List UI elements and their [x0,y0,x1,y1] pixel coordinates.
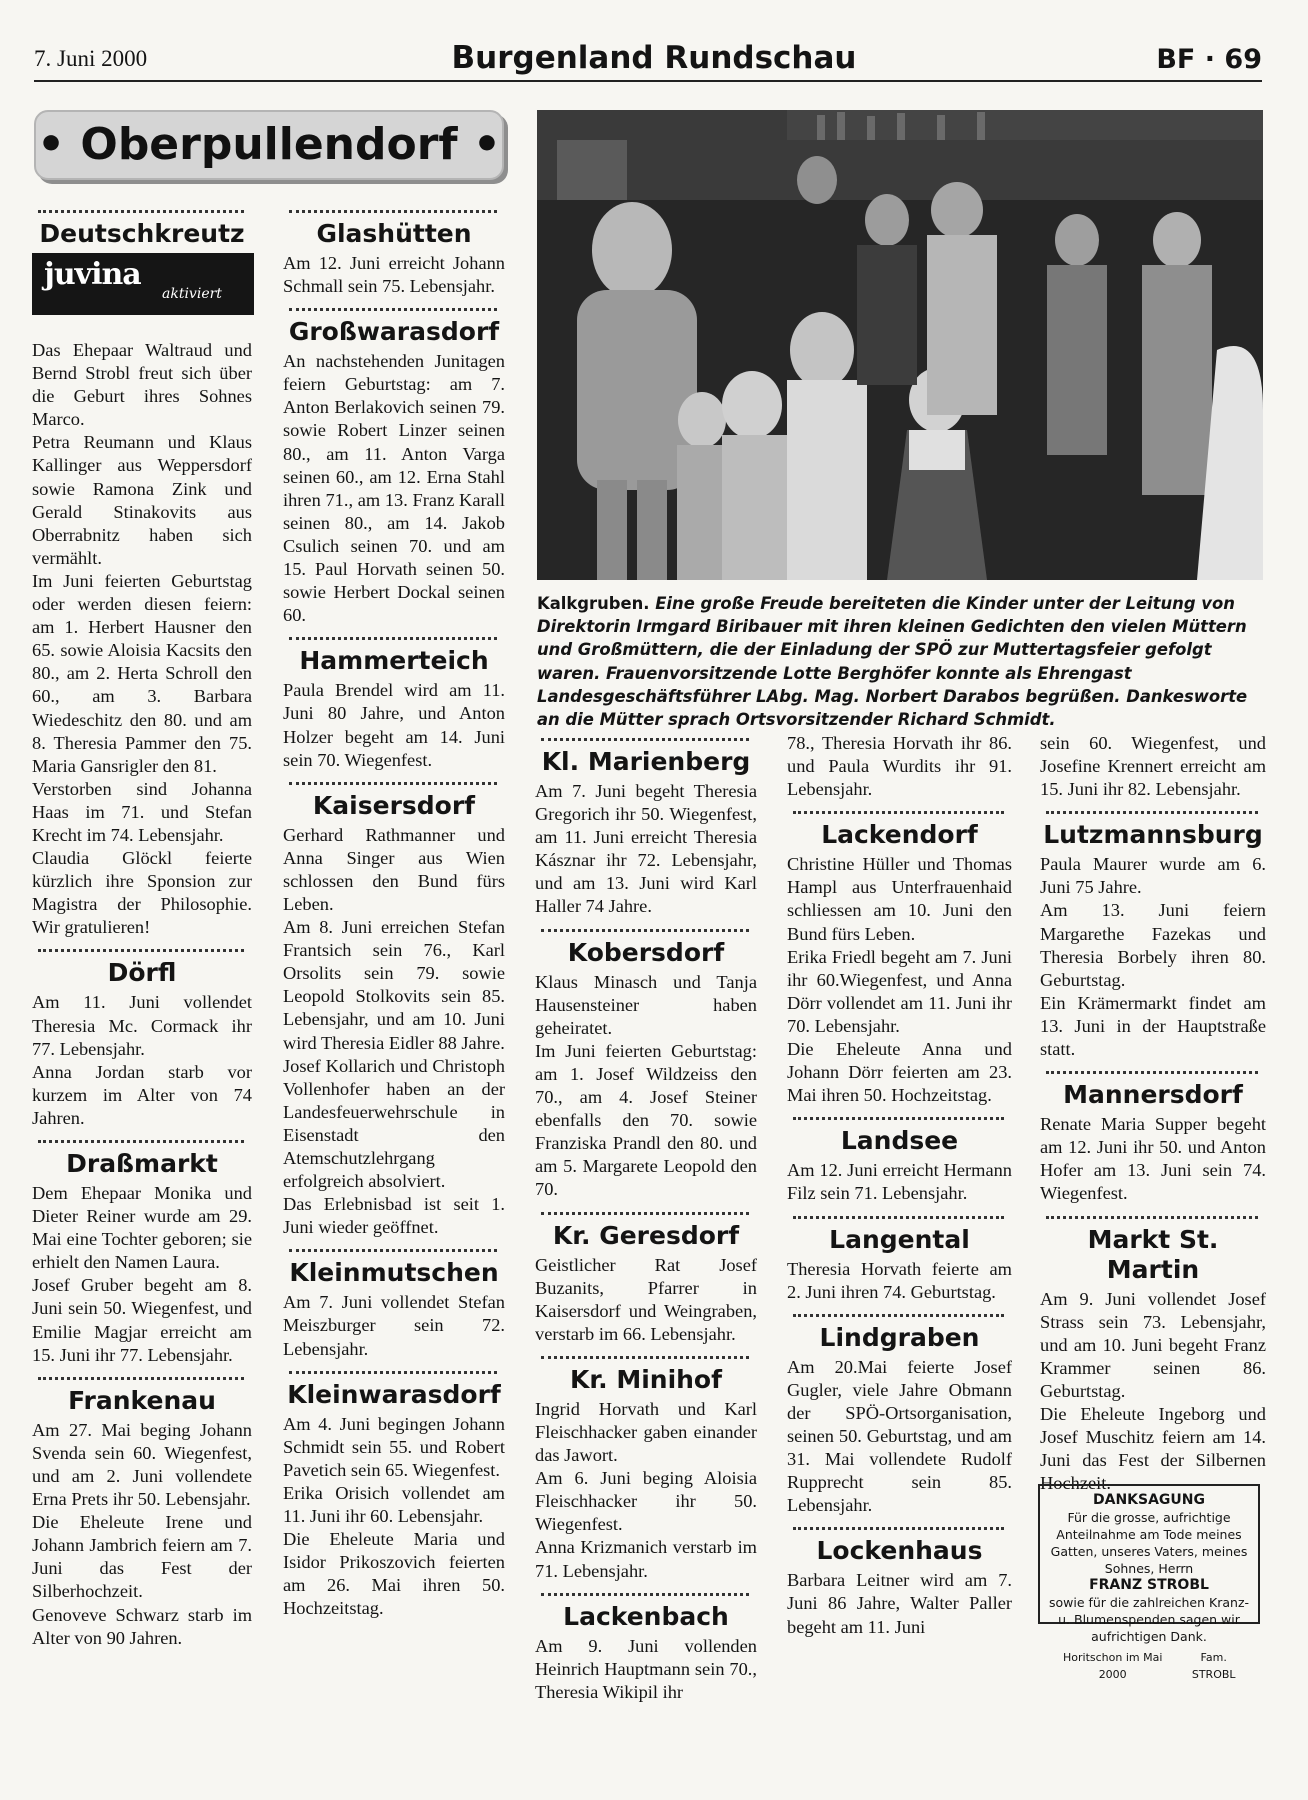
divider [541,1356,749,1359]
divider [793,1527,1004,1530]
paragraph: sein 60. Wiegenfest, und Josefine Krennert erreicht am 15. Juni ihr 82. Lebensjahr. [1040,733,1266,800]
paragraph: Am 4. Juni begingen Johann Schmidt sein 55. und Robert Pavetich sein 65. Wiegenfest. [283,1413,505,1480]
danksagung-title: DANKSAGUNG [1092,1492,1205,1508]
juvina-logo [32,253,252,319]
divider [793,1117,1004,1120]
paragraph: Gerhard Rathmanner und Anna Singer aus Wien schlossen den Bund fürs Leben. [283,824,505,914]
paragraph: Genoveve Schwarz starb im Alter von 90 Jahren. [32,1604,252,1648]
paragraph: Klaus Minasch und Tanja Hausensteiner haben geheiratet. [535,971,757,1038]
section-title: Landsee [840,1126,959,1156]
divider [541,929,749,932]
paragraph: Verstorben sind Johanna Haas im 71. und Stefan Krecht im 74. Lebensjahr. [32,778,252,845]
paragraph: Die Eheleute Irene und Johann Jambrich feiern am 7. Juni das Fest der Silberhochzeit. [32,1512,252,1602]
section-title: Kr. Geresdorf [552,1220,740,1250]
paragraph: Ingrid Horvath und Karl Fleischhacker gaben einander das Jawort. [535,1398,757,1466]
paragraph: Am 12. Juni erreicht Johann Schmall sein 75. Lebensjahr. [283,253,505,297]
photo-caption [537,592,1267,731]
paragraph: Anna Krizmanich verstarb im 71. Lebensjahr. [535,1537,757,1581]
column-2 [283,200,505,1621]
divider [793,1314,1004,1317]
divider [289,308,497,311]
children-photo-illustration [537,110,1263,580]
divider [38,949,244,952]
paragraph: Anna Jordan starb vor kurzem im Alter von 74 Jahren. [32,1061,252,1128]
divider [1046,1216,1258,1219]
divider [289,210,497,213]
header-rule [34,80,1262,82]
column-5 [1040,732,1266,1495]
paragraph: Am 8. Juni erreichen Stefan Frantsich sein 76., Karl Orsolits sein 79. sowie Leopold Stolkovits sein 85. Lebensjahr, und am 10. Juni wird Theresia Eidler 88 Jahre. [283,917,505,1053]
divider [289,782,497,785]
paragraph: Dem Ehepaar Monika und Dieter Reiner wurde am 29. Mai eine Tochter geboren; sie erhielt den Namen Laura. [32,1183,252,1273]
section-title: Lackendorf [821,820,978,850]
paragraph: Im Juni feierten Geburtstag: am 1. Josef Wildzeiss den 70., am 4. Josef Steiner ebenfalls den 70. sowie Franziska Prandl den 80. und am 5. Margarete Leopold den 70. [535,1040,757,1200]
divider [793,811,1004,814]
section-title: Draßmarkt [66,1149,218,1178]
section-title: Kl. Marienberg [541,747,751,776]
divider [289,1371,497,1374]
paragraph: Theresia Horvath feierte am 2. Juni ihren 74. Geburtstag. [787,1258,1012,1302]
section-title: Markt St. Martin [1087,1224,1219,1284]
divider [38,1377,244,1380]
danksagung-name: FRANZ STROBL [1089,1577,1209,1593]
paragraph: Am 6. Juni beging Aloisia Fleischhacker ihr 50. Wiegenfest. [535,1468,757,1535]
paragraph: Erika Orisich vollendet am 11. Juni ihr 60. Lebensjahr. [283,1482,505,1527]
column-3 [535,728,757,1704]
column-1 [32,200,252,1650]
group-photo [537,110,1263,580]
divider [541,738,749,741]
divider [541,1593,749,1596]
newspaper-title: Burgenland Rundschau [451,40,857,76]
paragraph: Die Eheleute Anna und Johann Dörr feierten am 23. Mai ihren 50. Hochzeitstag. [787,1039,1012,1106]
paragraph: Claudia Glöckl feierte kürzlich ihre Sponsion zur Magistra der Philosophie. Wir gratulieren! [32,848,252,938]
section-title: Lindgraben [819,1322,980,1352]
juvina-logo-text: juvina [44,257,141,292]
divider [289,637,497,640]
paragraph: Petra Reumann und Klaus Kallinger aus Weppersdorf sowie Ramona Zink und Gerald Stinakovits aus Oberrabnitz haben sich vermählt. [32,432,252,568]
section-title: Großwarasdorf [288,317,500,347]
divider [1046,1071,1258,1074]
paragraph: Erika Friedl begeht am 7. Juni ihr 60.Wiegenfest, und Anna Dörr vollendet am 11. Juni ihr 70. Lebensjahr. [787,946,1012,1036]
issue-date: 7. Juni 2000 [34,46,148,71]
paragraph: Geistlicher Rat Josef Buzanits, Pfarrer in Kaisersdorf und Weingraben, verstarb im 66. Lebensjahr. [535,1254,757,1344]
juvina-logo-sub: aktiviert [162,286,222,302]
paragraph: Paula Maurer wurde am 6. Juni 75 Jahre. [1040,854,1266,898]
page-header [0,0,1308,84]
paragraph: Josef Kollarich und Christoph Vollenhofer haben an der Landesfeuerwehrschule in Eisenstadt den Atemschutzlehrgang erfolgreich absolviert. [283,1055,505,1192]
column-4 [787,732,1012,1639]
danksagung-text2: sowie für die zahlreichen Kranz- u. Blumenspenden sagen wir aufrichtigen Dank. [1048,1595,1250,1644]
section-title: Kobersdorf [567,937,725,967]
divider [289,1249,497,1252]
divider [1046,811,1258,814]
section-title: Glashütten [316,219,472,248]
caption-text: Eine große Freude bereiteten die Kinder unter der Leitung von Direktorin Irmgard Biribauer mit ihren kleinen Gedichten den vielen Müttern und Großmüttern, die der Einladung der SPÖ zur Muttertagsfeier gefolgt waren. Frauenvorsitzende Lotte Berghöfer konnte als Ehrengast Landesgeschäftsführer LAbg. Mag. Norbert Darabos begrüßen. Dankesworte an die Mütter sprach Ortsvorsitzender Richard Schmidt. [537,594,1248,730]
paragraph: Renate Maria Supper begeht am 12. Juni ihr 50. und Anton Hofer am 13. Juni sein 74. Wiegenfest. [1040,1114,1266,1204]
section-title: Lockenhaus [816,1536,983,1566]
section-title: Kleinwarasdorf [287,1379,501,1409]
caption-lead: Kalkgruben. [537,594,650,613]
paragraph: Am 13. Juni feiern Margarethe Fazekas und Theresia Borbely ihren 80. Geburtstag. [1040,900,1266,990]
danksagung-notice [1038,1484,1260,1681]
paragraph: Josef Gruber begeht am 8. Juni sein 50. Wiegenfest, und Emilie Magjar erreicht am 15. Juni ihr 77. Lebensjahr. [32,1275,252,1365]
section-title: Deutschkreutz [39,219,245,248]
danksagung-family: Fam. STROBL [1191,1651,1236,1681]
danksagung-text: Für die grosse, aufrichtige Anteilnahme am Tode meines Gatten, unseres Vaters, meines Sohnes, Herrn [1050,1510,1248,1576]
section-banner: • Oberpullendorf • [34,110,504,180]
paragraph: 78., Theresia Horvath ihr 86. und Paula Wurdits ihr 91. Lebensjahr. [787,733,1012,800]
divider [541,1212,749,1215]
paragraph: Das Erlebnisbad ist seit 1. Juni wieder geöffnet. [283,1194,505,1238]
paragraph: Christine Hüller und Thomas Hampl aus Unterfrauenhaid schliessen am 10. Juni den Bund fürs Leben. [787,854,1012,944]
divider [38,1140,244,1143]
section-title: Langental [829,1224,970,1254]
paragraph: Am 12. Juni erreicht Hermann Filz sein 71. Lebensjahr. [787,1160,1012,1204]
paragraph: Die Eheleute Ingeborg und Josef Muschitz feiern am 14. Juni das Fest der Silbernen Hochzeit. [1040,1403,1266,1494]
paragraph: An nachstehenden Junitagen feiern Geburtstag: am 7. Anton Berlakovich seinen 79. sowie Robert Linzer seinen 80., am 11. Anton Varga seinen 60., am 12. Erna Stahl ihren 71., am 13. Franz Karall seinen 80., am 14. Jakob Csulich seinen 70. und am 15. Paul Horvath seinen 50. sowie Herbert Dockal seinen 60. [283,351,505,626]
paragraph: Im Juni feierten Geburtstag oder werden diesen feiern: am 1. Herbert Hausner den 65. sowie Aloisia Kacsits den 80., am 2. Herta Schroll den 60., am 3. Barbara Wiedeschitz den 80. und am 8. Theresia Pammer den 75. Maria Gansrigler den 81. [32,570,252,776]
divider [38,210,244,213]
paragraph: Die Eheleute Maria und Isidor Prikoszovich feierten am 26. Mai ihren 50. Hochzeitstag. [283,1529,505,1619]
paragraph: Am 7. Juni begeht Theresia Gregorich ihr 50. Wiegenfest, am 11. Juni erreicht Theresia Kásznar ihr 72. Lebensjahr, und am 13. Juni wird Karl Haller 74 Jahre. [535,781,757,917]
section-title: Mannersdorf [1063,1080,1243,1110]
section-title: Frankenau [68,1385,216,1415]
paragraph: Paula Brendel wird am 11. Juni 80 Jahre, und Anton Holzer begeht am 14. Juni sein 70. Wiegenfest. [283,680,505,770]
section-title: Lackenbach [563,1601,729,1631]
danksagung-place: Horitschon im Mai 2000 [1062,1651,1163,1681]
page-number: BF · 69 [1156,44,1262,75]
section-title: Lutzmannsburg [1043,820,1263,850]
paragraph: Am 9. Juni vollendet Josef Strass sein 73. Lebensjahr, und am 10. Juni begeht Franz Krammer seinen 86. Geburtstag. [1040,1288,1266,1401]
paragraph: Ein Krämermarkt findet am 13. Juni in der Hauptstraße statt. [1040,992,1266,1060]
paragraph: Am 9. Juni vollenden Heinrich Hauptmann sein 70., Theresia Wikipil ihr [535,1635,757,1702]
paragraph: Am 20.Mai feierte Josef Gugler, viele Jahre Obmann der SPÖ-Ortsorganisation, seinen 50. Geburtstag, und am 31. Mai vollendete Rudolf Rupprecht sein 85. Lebensjahr. [787,1356,1012,1516]
section-title: Dörfl [107,958,177,988]
paragraph: Am 27. Mai beging Johann Svenda sein 60. Wiegenfest, und am 2. Juni vollendete Erna Prets ihr 50. Lebensjahr. [32,1419,252,1510]
section-title: Hammerteich [299,646,489,676]
section-title: Kleinmutschen [289,1258,499,1288]
section-title: Kr. Minihof [569,1364,722,1394]
section-title: Kaisersdorf [312,790,476,820]
paragraph: Am 7. Juni vollendet Stefan Meiszburger sein 72. Lebensjahr. [283,1292,505,1359]
paragraph: Barbara Leitner wird am 7. Juni 86 Jahre, Walter Paller begeht am 11. Juni [787,1570,1012,1637]
divider [793,1216,1004,1219]
paragraph: Am 11. Juni vollendet Theresia Mc. Cormack ihr 77. Lebensjahr. [32,992,252,1059]
paragraph: Das Ehepaar Waltraud und Bernd Strobl freut sich über die Geburt ihres Sohnes Marco. [32,340,252,430]
